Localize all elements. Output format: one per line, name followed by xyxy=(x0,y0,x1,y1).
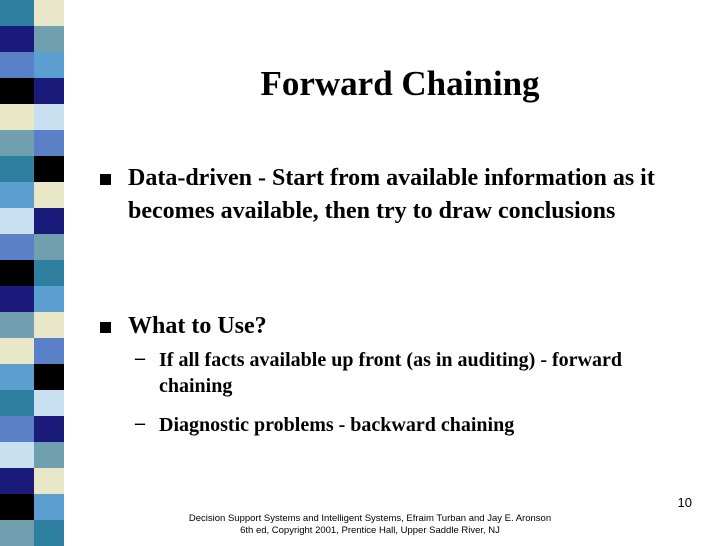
stripe-block xyxy=(34,364,64,390)
stripe-block xyxy=(34,312,64,338)
stripe-block xyxy=(34,520,64,546)
stripe-block xyxy=(34,208,64,234)
stripe-block xyxy=(34,182,64,208)
stripe-block xyxy=(34,416,64,442)
stripe-block xyxy=(34,494,64,520)
decorative-stripe xyxy=(0,0,64,540)
stripe-block xyxy=(0,104,34,130)
stripe-block xyxy=(0,338,34,364)
stripe-block xyxy=(0,520,34,546)
stripe-block xyxy=(34,286,64,312)
stripe-block xyxy=(0,416,34,442)
stripe-block xyxy=(0,494,34,520)
stripe-block xyxy=(34,234,64,260)
stripe-block xyxy=(0,208,34,234)
bullet-marker xyxy=(100,322,111,333)
stripe-block xyxy=(0,234,34,260)
stripe-block xyxy=(0,130,34,156)
stripe-block xyxy=(34,260,64,286)
stripe-block xyxy=(0,468,34,494)
stripe-block xyxy=(0,156,34,182)
stripe-block xyxy=(0,312,34,338)
stripe-block xyxy=(34,390,64,416)
page-number: 10 xyxy=(677,495,692,510)
stripe-block xyxy=(0,390,34,416)
stripe-block xyxy=(0,182,34,208)
stripe-block xyxy=(34,0,64,26)
stripe-block xyxy=(34,104,64,130)
stripe-block xyxy=(0,260,34,286)
stripe-block xyxy=(34,26,64,52)
stripe-block xyxy=(0,26,34,52)
stripe-block xyxy=(34,338,64,364)
sub-bullet-marker: – xyxy=(135,347,145,369)
footer-line-2: 6th ed, Copyright 2001, Prentice Hall, Upper Saddle River, NJ xyxy=(240,525,500,536)
stripe-block xyxy=(34,130,64,156)
stripe-block xyxy=(0,52,34,78)
stripe-block xyxy=(0,364,34,390)
bullet-text-2: What to Use? xyxy=(128,313,267,339)
footer-citation xyxy=(170,513,570,537)
stripe-block xyxy=(34,156,64,182)
stripe-block xyxy=(34,52,64,78)
footer-line-1: Decision Support Systems and Intelligent Systems, Efraim Turban and Jay E. Aronson xyxy=(188,513,552,524)
stripe-block xyxy=(0,442,34,468)
sub-bullet-marker: – xyxy=(135,412,145,434)
sub-bullet-text-1: If all facts available up front (as in auditing) - forward chaining xyxy=(159,349,622,397)
slide-title: Forward Chaining xyxy=(260,64,540,103)
stripe-block xyxy=(34,468,64,494)
stripe-block xyxy=(0,78,34,104)
stripe-block xyxy=(34,78,64,104)
sub-bullet-text-2: Diagnostic problems - backward chaining xyxy=(159,414,515,436)
stripe-block xyxy=(0,286,34,312)
stripe-block xyxy=(0,0,34,26)
bullet-text-1: Data-driven - Start from available information as it becomes available, then try to draw conclusions xyxy=(128,165,655,224)
bullet-marker xyxy=(100,174,111,185)
stripe-block xyxy=(34,442,64,468)
